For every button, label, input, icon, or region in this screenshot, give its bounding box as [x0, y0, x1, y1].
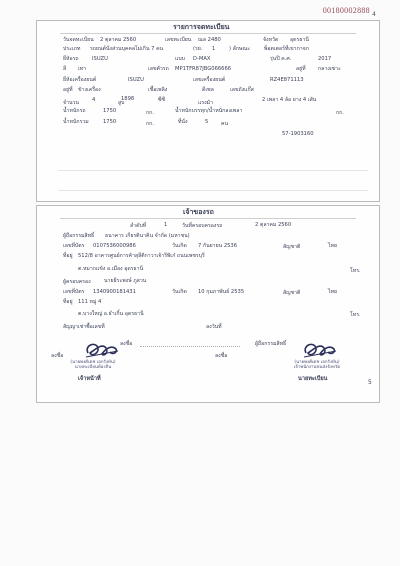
registrar-sign-label: ลงชื่อ — [215, 353, 228, 359]
occupant-born-value: 10 กุมภาพันธ์ 2535 — [198, 289, 245, 295]
registration-title: รายการจดทะเบียน — [173, 23, 230, 31]
bottom-page-number: 5 — [368, 379, 372, 386]
color-value: เทา — [78, 66, 87, 72]
province-value: อุดรธานี — [290, 37, 309, 43]
officer-name-stamp — [62, 360, 124, 370]
officer-title: นายทะเบียนท้องถิ่น — [74, 365, 112, 370]
occupant-nation-value: ไทย — [328, 289, 338, 295]
occupant-id-value: 1340900181431 — [93, 289, 136, 295]
reg-date-label: วันจดทะเบียน — [63, 37, 94, 43]
owner-order-value: 1 — [164, 222, 168, 228]
rs-value: 1 — [212, 46, 216, 52]
holder-address-line2: ต.หมากแข้ง อ.เมือง อุดรธานี — [78, 266, 144, 272]
registrar-signature — [300, 339, 340, 361]
style-value: พ็อตเตอร์ที่เขากาจก — [264, 46, 309, 52]
occupant-address-line2: ต.บางใหญ่ อ.ธำเกิ้น อุดรธานี — [78, 311, 144, 317]
holder-born-value: 7 กันยายน 2536 — [198, 243, 238, 249]
occupant-address-line1: 111 หมู่ 4 — [78, 299, 102, 305]
occupant-nation-label: สัญชาติ — [283, 290, 301, 296]
occupant-id-label: เลขที่บัตร — [63, 289, 85, 295]
year-label: รุ่นปี ค.ศ. — [270, 56, 292, 62]
model-value: D-MAX — [193, 56, 211, 62]
holder-nation-label: สัญชาติ — [283, 244, 301, 250]
type-label: ประเภท — [63, 46, 81, 52]
fuel-value: ดีเซล — [202, 87, 214, 93]
officer-name: (นายพงศ์เดช เอกรังษัน) — [70, 360, 116, 365]
officer-sign-label: ลงชื่อ — [51, 353, 64, 359]
holder-id-value: 0107536000986 — [93, 243, 136, 249]
holder-address-line1: 512/8 อาคารศูนย์การค้าสุลีติกาวาเจ้ารีพิเก๋ ถนนเพชรบุรี — [78, 253, 205, 259]
color-label: สี — [63, 66, 67, 72]
officer-signature — [82, 339, 122, 361]
horsepower-label: แรงม้า — [198, 100, 213, 106]
sign-line — [140, 346, 240, 347]
owner-title-divider — [60, 218, 356, 219]
total-weight-value: 1750 — [103, 119, 117, 125]
contract-label: สัญญาเช่าซื้อเลขที่ — [63, 324, 105, 330]
owner-order-label: ลำดับที่ — [130, 223, 147, 229]
holder-born-label: วันเกิด — [172, 243, 187, 249]
contract-date-label: ลงวันที่ — [206, 324, 222, 330]
load-unit: กก. — [336, 110, 344, 116]
rs-label: (รย. — [193, 46, 203, 52]
total-weight-label: น้ำหนักรวม — [63, 119, 89, 125]
engine-location-value: ข้างเครื่อง — [78, 87, 101, 93]
cc-unit: ซีซี — [158, 97, 166, 103]
holder-id-label: เลขที่บัตร — [63, 243, 85, 249]
fuel-label: เชื้อเพลิง — [148, 87, 168, 93]
cc-value: 1898 — [121, 96, 135, 102]
document-serial-number: 00180002888 — [322, 6, 370, 15]
possess-date-label: วันที่ครอบครองรถ — [182, 223, 223, 229]
rights-holder-value: ธนาคาร เกียรตินาคิน จำกัด (มหาชน) — [105, 233, 190, 239]
occupant-address-label: ที่อยู่ — [63, 299, 73, 305]
record-code: 57-1903160 — [282, 131, 314, 137]
weight-label: น้ำหนักรถ — [63, 108, 86, 114]
holder-tel-label: โทร. — [350, 268, 361, 274]
plate-label: เลขทะเบียน — [165, 37, 192, 43]
occupant-label: ผู้ครอบครอง — [63, 279, 91, 285]
chassis-location-value: กลางเซาะ — [318, 66, 341, 72]
faint-rule — [58, 170, 368, 171]
engine-location-label: อยู่ที่ — [63, 87, 73, 93]
tank-label: เลขถังแก๊ส — [230, 87, 254, 93]
occupant-tel-label: โทร. — [350, 312, 361, 318]
axle-info: 2 เพลา 4 ล้อ ยาง 4 เส้น — [262, 97, 317, 103]
engine-no-label: เลขเครื่องยนต์ — [193, 77, 226, 83]
rights-holder-label: ผู้ถือกรรมสิทธิ์ — [63, 233, 95, 239]
seats-value: 5 — [205, 119, 209, 125]
faint-rule — [58, 190, 368, 191]
year-value: 2017 — [318, 56, 332, 62]
reg-date-value: 2 ตุลาคม 2560 — [100, 37, 137, 43]
chassis-label: เลขตัวรถ — [148, 66, 169, 72]
registrar-role: นายทะเบียน — [298, 376, 328, 382]
title-divider — [60, 33, 356, 34]
possess-date-value: 2 ตุลาคม 2560 — [255, 222, 292, 228]
occupant-born-label: วันเกิด — [172, 289, 187, 295]
model-label: แบบ — [175, 56, 185, 62]
engine-no-value: RZ4E871113 — [270, 77, 304, 83]
province-label: จังหวัด — [263, 37, 279, 43]
total-weight-unit: กก. — [146, 121, 154, 127]
cylinders-label: จำนวน — [63, 100, 79, 106]
registrar-title: เจ้าพนักงานขนส่งจังหวัด — [293, 365, 341, 370]
type-value: รถยนต์นั่งส่วนบุคคลไม่เกิน 7 คน — [90, 46, 164, 52]
weight-value: 1750 — [103, 108, 117, 114]
chassis-value: MP1TFR87JBG066666 — [175, 66, 232, 72]
engine-brand-value: ISUZU — [128, 77, 144, 83]
cc-label: สูบ — [118, 100, 125, 106]
weight-unit: กก. — [146, 110, 154, 116]
holder-nation-value: ไทย — [328, 243, 338, 249]
plate-value: ณล 2480 — [198, 37, 221, 43]
corner-page-number: 4 — [372, 11, 376, 18]
seats-label: ที่นั่ง — [178, 119, 188, 125]
chassis-location-label: อยู่ที่ — [296, 66, 306, 72]
rights-sign-label: ผู้ถือกรรมสิทธิ์ — [255, 341, 287, 347]
seats-unit: คน — [221, 121, 229, 127]
officer-role: เจ้าหน้าที่ — [78, 376, 101, 382]
engine-brand-label: ยี่ห้อเครื่องยนต์ — [63, 77, 97, 83]
sign-label: ลงชื่อ — [120, 341, 133, 347]
owner-title: เจ้าของรถ — [183, 208, 214, 216]
registrar-name: (นายพงศ์เดช เอกรังษัน) — [294, 360, 340, 365]
cylinders-value: 4 — [92, 97, 96, 103]
load-label: น้ำหนักบรรทุก/น้ำหนักลงเพลา — [175, 108, 243, 114]
registrar-name-stamp — [286, 360, 348, 370]
brand-value: ISUZU — [92, 56, 108, 62]
holder-address-label: ที่อยู่ — [63, 253, 73, 259]
style-label: ) ลักษณะ — [229, 46, 251, 52]
occupant-value: นายธีระพงษ์ ภูสวน — [104, 278, 147, 284]
brand-label: ยี่ห้อรถ — [63, 56, 79, 62]
